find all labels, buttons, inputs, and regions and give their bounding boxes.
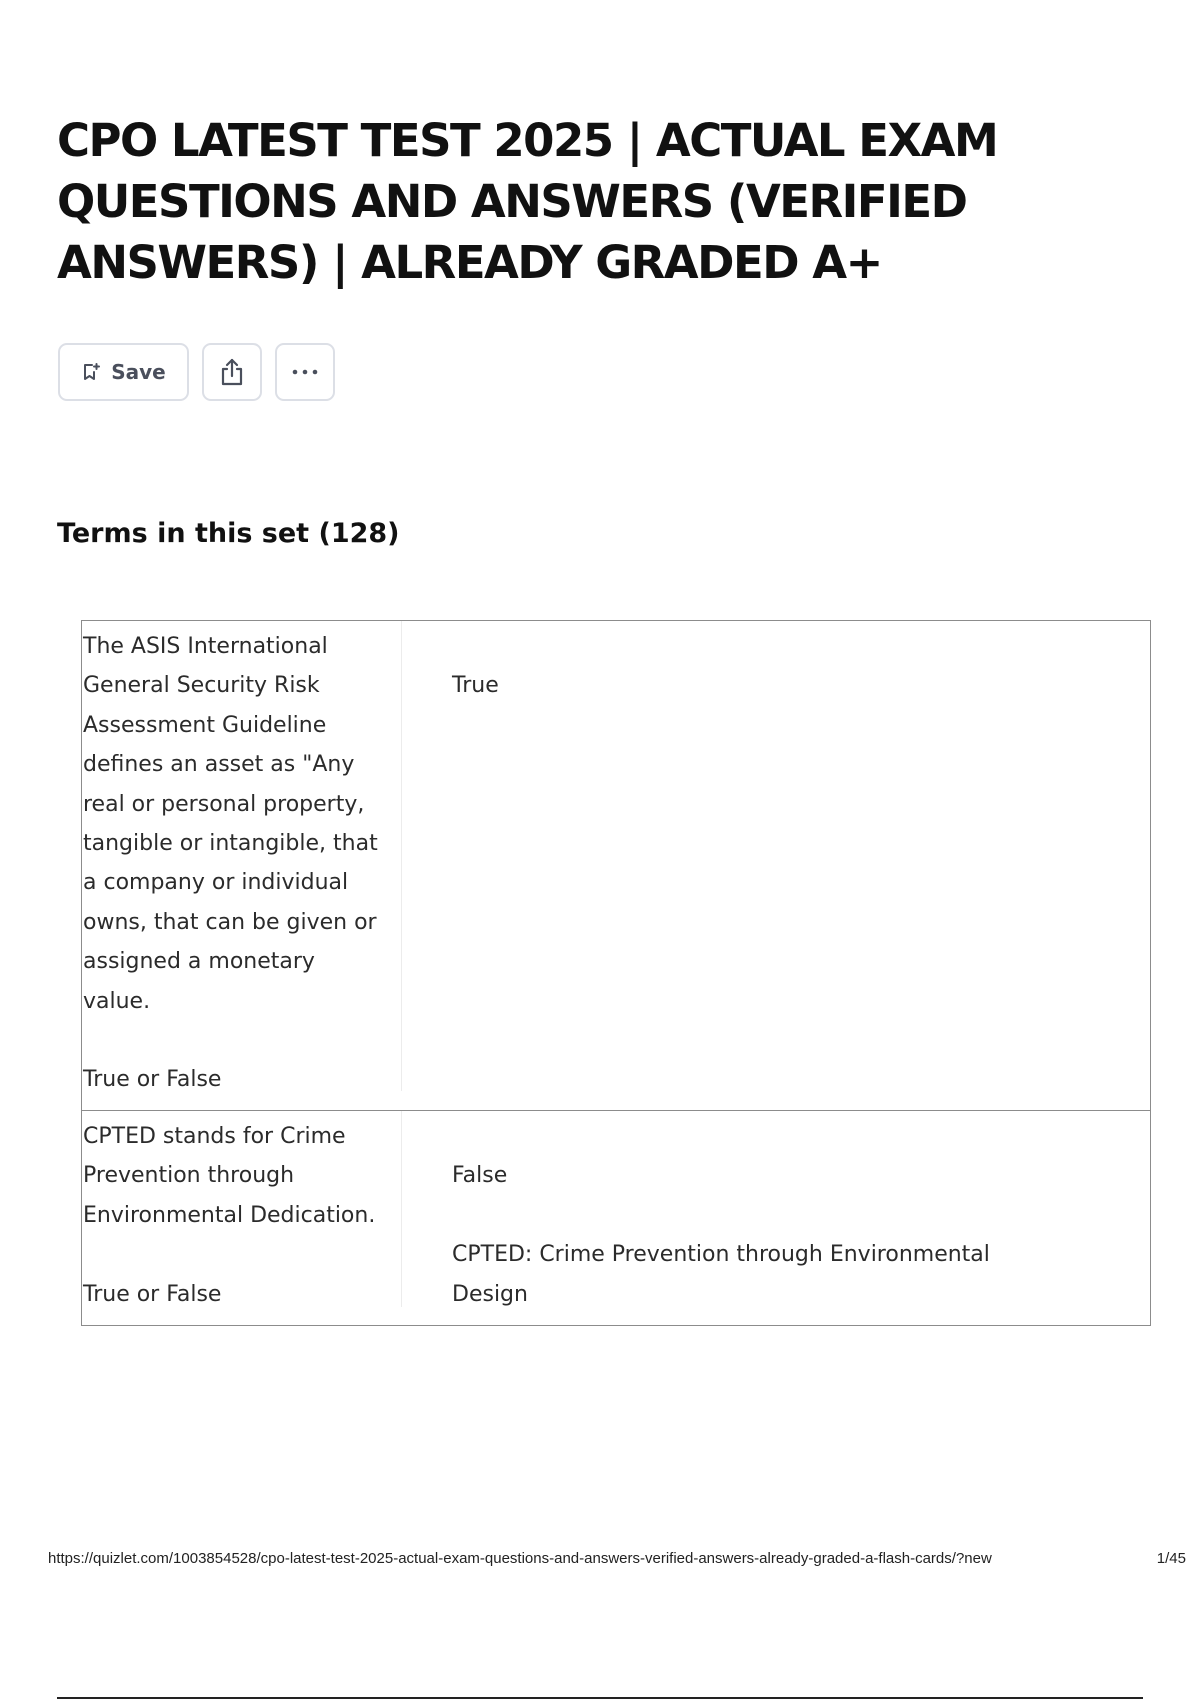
terms-table (81, 620, 1151, 1326)
more-options-icon (290, 368, 320, 376)
save-button[interactable] (58, 343, 189, 401)
print-url: https://quizlet.com/1003854528/cpo-latest-test-2025-actual-exam-questions-and-answers-verified-answers-already-graded-a-flash-cards/?new (48, 1550, 992, 1567)
terms-heading: Terms in this set (128) (57, 518, 400, 549)
definition-text: False CPTED: Crime Prevention through Environmental Design (452, 1163, 990, 1307)
share-icon (218, 357, 246, 387)
more-options-button[interactable] (275, 343, 335, 401)
bookmark-add-icon (81, 362, 101, 382)
definition-cell (402, 621, 1150, 1110)
term-text: The ASIS International General Security Risk Assessment Guideline defines an asset as "Any real or personal property, tangible or intangible, that a company or individual owns, that can be given or assigned a monetary value. True or False (82, 621, 402, 1091)
page-number: 1/45 (1156, 1550, 1186, 1567)
action-bar (58, 343, 335, 401)
page-title: CPO LATEST TEST 2025 | ACTUAL EXAM QUESTIONS AND ANSWERS (VERIFIED ANSWERS) | ALREADY GRADED A+ (57, 114, 998, 289)
term-row (82, 621, 1150, 1111)
term-row (82, 1111, 1150, 1325)
definition-text: True (452, 673, 499, 699)
bottom-divider (57, 1697, 1143, 1699)
share-button[interactable] (202, 343, 262, 401)
save-button-label: Save (111, 360, 166, 384)
term-text: CPTED stands for Crime Prevention through Environmental Dedication. True or False (82, 1111, 402, 1307)
definition-cell (402, 1111, 1150, 1325)
